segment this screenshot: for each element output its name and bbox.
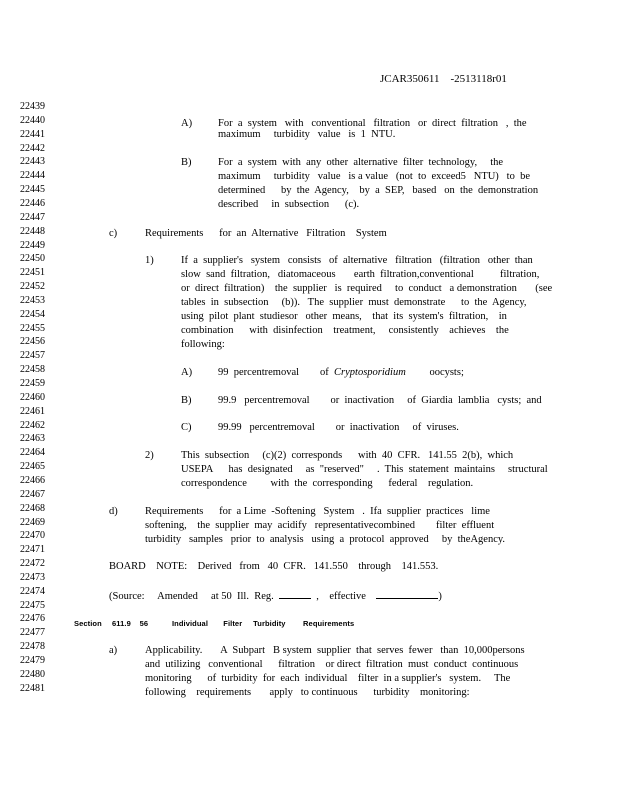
line-number: 22465: [20, 461, 45, 473]
board-note: BOARD NOTE: Derived from 40 CFR. 141.550 through 141.553.: [109, 561, 439, 572]
line-number: 22477: [20, 627, 45, 639]
text-line: This subsection (c)(2) corresponds with 40 CFR. 141.55 2(b), which: [181, 450, 514, 461]
text-line: and utilizing conventional filtration or direct filtration must conduct continuous: [145, 659, 519, 670]
line-number: 22480: [20, 668, 45, 680]
text-line: maximum turbidity value is 1 NTU.: [218, 129, 396, 140]
text-line: monitoring of turbidity for each individual filter in a supplier's system. The: [145, 673, 511, 684]
line-number: 22475: [20, 599, 45, 611]
line-number: 22474: [20, 585, 45, 597]
line-number: 22468: [20, 502, 45, 514]
text-line: 99 percentremoval of Cryptosporidium oocysts;: [218, 367, 464, 378]
item-label-cC: C): [181, 422, 192, 433]
line-number: 22463: [20, 433, 45, 445]
line-number: 22450: [20, 253, 45, 265]
text-line: 99.9 percentremoval or inactivation of Giardia lamblia cysts; and: [218, 395, 542, 406]
text-line: turbidity samples prior to analysis using a protocol approved by theAgency.: [145, 534, 506, 545]
line-number: 22440: [20, 114, 45, 126]
text-line: If a supplier's system consists of alternative filtration (filtration other than: [181, 255, 533, 266]
line-number: 22481: [20, 682, 45, 694]
item-label-cA: A): [181, 367, 193, 378]
item-label-c1: 1): [145, 255, 154, 266]
text-line: USEPA has designated as "reserved" . This statement maintains structural: [181, 464, 548, 475]
line-number: 22453: [20, 294, 45, 306]
text-line: tables in subsection (b)). The supplier must demonstrate to the Agency,: [181, 297, 527, 308]
item-label-B: B): [181, 157, 192, 168]
section-number: 611.9 56: [112, 619, 149, 628]
line-number: 22441: [20, 128, 45, 140]
text-line: For a system with any other alternative filter technology, the: [218, 157, 504, 168]
section-title: Individual Filter Turbidity Requirements: [172, 619, 355, 628]
line-number: 22439: [20, 101, 45, 112]
line-number: 22458: [20, 364, 45, 376]
source-note: (Source: Amended at 50 Ill. Reg. , effective ): [109, 591, 442, 602]
text-line: combination with disinfection treatment, consistently achieves the: [181, 325, 509, 336]
text-line: 99.99 percentremoval or inactivation of viruses.: [218, 422, 459, 433]
line-number: 22459: [20, 378, 45, 389]
item-label-cB: B): [181, 395, 192, 406]
line-number: 22448: [20, 225, 45, 237]
text-line: For a system with conventional filtration or direct filtration , the: [218, 118, 527, 129]
item-label-c2: 2): [145, 450, 154, 461]
text-line: or direct filtration) the supplier is required to conduct a demonstration (see: [181, 283, 553, 294]
line-number: 22454: [20, 308, 45, 320]
line-number: 22446: [20, 197, 45, 209]
text-line: following requirements apply to continuous turbidity monitoring:: [145, 687, 470, 698]
line-number: 22470: [20, 530, 45, 542]
text-line: maximum turbidity value is a value (not to exceed5 NTU) to be: [218, 171, 531, 182]
document-header: JCAR350611 -2513118r01: [380, 73, 507, 85]
line-number: 22467: [20, 488, 45, 500]
line-number: 22455: [20, 322, 45, 334]
line-number: 22478: [20, 641, 45, 653]
line-number: 22464: [20, 447, 45, 459]
text-line: using pilot plant studiesor other means, that its system's filtration, in: [181, 311, 507, 322]
line-number: 22461: [20, 405, 45, 417]
line-number: 22449: [20, 239, 45, 251]
text-line: correspondence with the corresponding federal regulation.: [181, 478, 474, 489]
blank-underline: [279, 589, 311, 599]
line-number: 22471: [20, 544, 45, 556]
blank-underline: [376, 589, 438, 599]
item-label-d: d): [109, 506, 118, 517]
line-number: 22476: [20, 613, 45, 625]
section-label: Section: [74, 619, 102, 628]
text-line: determined by the Agency, by a SEP, based on the demonstration: [218, 185, 539, 196]
text-line: following:: [181, 339, 225, 350]
line-number: 22472: [20, 558, 45, 570]
item-label-a: a): [109, 645, 118, 656]
subsection-heading: Requirements for an Alternative Filtration System: [145, 228, 387, 239]
line-number: 22451: [20, 267, 45, 279]
line-number: 22447: [20, 211, 45, 223]
line-number: 22442: [20, 142, 45, 154]
line-number: 22443: [20, 156, 45, 168]
text-line: described in subsection (c).: [218, 199, 360, 210]
text-line: Applicability. A Subpart B system supplier that serves fewer than 10,000persons: [145, 645, 525, 656]
line-number: 22457: [20, 350, 45, 362]
item-label-c: c): [109, 228, 118, 239]
line-number: 22473: [20, 571, 45, 583]
line-number: 22460: [20, 391, 45, 403]
line-number: 22479: [20, 655, 45, 666]
text-line: slow sand filtration, diatomaceous earth filtration,conventional filtration,: [181, 269, 540, 280]
line-number: 22452: [20, 281, 45, 293]
text-line: Requirements for a Lime -Softening System . Ifa supplier practices lime: [145, 506, 490, 517]
item-label-A: A): [181, 118, 193, 129]
line-number: 22445: [20, 184, 45, 196]
text-line: softening, the supplier may acidify representativecombined filter effluent: [145, 520, 495, 531]
line-number: 22462: [20, 419, 45, 431]
line-number: 22456: [20, 336, 45, 348]
line-number: 22444: [20, 170, 45, 182]
line-number: 22469: [20, 516, 45, 528]
line-number: 22466: [20, 474, 45, 486]
